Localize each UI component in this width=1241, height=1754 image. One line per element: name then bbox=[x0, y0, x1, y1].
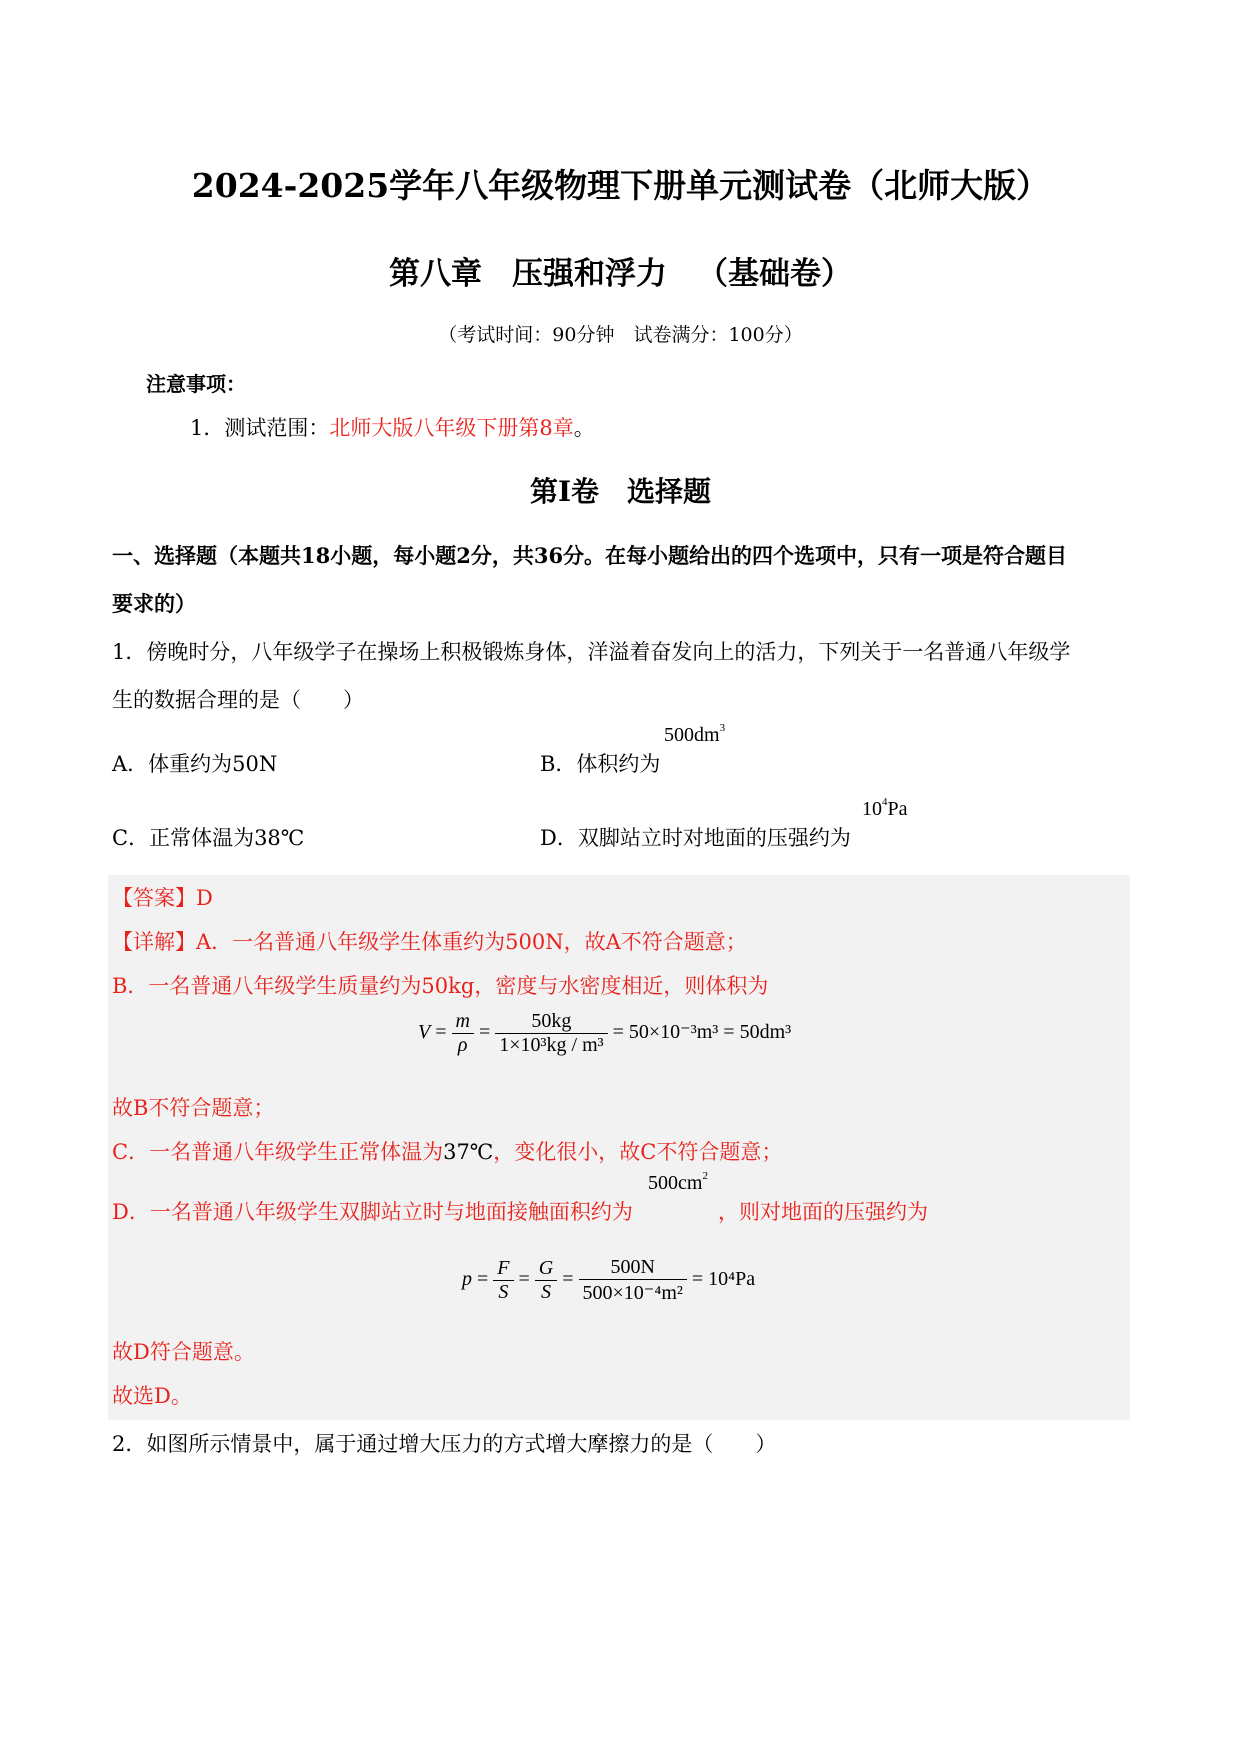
formula-pressure-frac1: $\frac{F}{S}$ bbox=[493, 1257, 513, 1304]
chapter-name: 压强和浮力 bbox=[512, 256, 667, 292]
answer-detail-d-tail: ，则对地面的压强约为 bbox=[718, 1200, 928, 1224]
formula-pressure-frac2: $\frac{G}{S}$ bbox=[535, 1257, 557, 1304]
notice-item-1-scope: 北师大版八年级下册第8章 bbox=[329, 416, 574, 440]
answer-detail-d-end: 故D符合题意。 bbox=[112, 1340, 255, 1364]
formula-volume-frac2: $\frac{50kg}{\text{1×10³kg / m³}}$ bbox=[495, 1010, 607, 1057]
part-title: 第Ⅰ卷 选择题 bbox=[529, 475, 712, 508]
notice-heading: 注意事项： bbox=[146, 372, 246, 396]
question-2-line1: 2．如图所示情景中，属于通过增大压力的方式增大摩擦力的是（ ） bbox=[112, 1432, 777, 1456]
question-1-option-b-value: $500dm^3$ bbox=[664, 722, 726, 746]
question-1-line1: 1．傍晚时分，八年级学子在操场上积极锻炼身体，洋溢着奋发向上的活力，下列关于一名普通八年级学 bbox=[112, 640, 1071, 664]
notice-item-1-prefix: 1．测试范围： bbox=[190, 416, 330, 440]
formula-pressure-frac3: $\frac{500N}{\text{500×10⁻⁴m²}}$ bbox=[579, 1256, 687, 1305]
answer-detail-b-end: 故B不符合题意； bbox=[112, 1096, 275, 1120]
answer-detail-d: D．一名普通八年级学生双脚站立时与地面接触面积约为 bbox=[112, 1200, 633, 1224]
exam-info: （考试时间：90分钟 试卷满分：100分） bbox=[438, 324, 803, 346]
document-title: 2024-2025学年八年级物理下册单元测试卷（北师大版） bbox=[191, 166, 1050, 205]
question-1-option-d-value: $10^4Pa$ bbox=[862, 796, 908, 820]
formula-volume-frac1: $\frac{m}{\rho}$ bbox=[452, 1010, 474, 1057]
formula-volume: V = $\frac{m}{\rho}$ = $\frac{50kg}{\text{1×10³kg / m³}}$ = 50×10⁻³m³ = 50dm³ bbox=[418, 1010, 792, 1056]
formula-pressure: p = $\frac{F}{S}$ = $\frac{G}{S}$ = $\frac{500N}{\text{500×10⁻⁴m²}}$ = 10⁴Pa bbox=[462, 1256, 756, 1304]
notice-item-1-suffix: 。 bbox=[573, 416, 595, 440]
notice-item-1 bbox=[190, 412, 595, 442]
chapter-number: 第八章 bbox=[389, 256, 482, 292]
answer-detail-a: 【详解】A．一名普通八年级学生体重约为500N，故A不符合题意； bbox=[112, 930, 747, 954]
question-1-option-c: C．正常体温为38℃ bbox=[112, 826, 305, 850]
section-instructions-line1: 一、选择题（本题共18小题，每小题2分，共36分。在每小题给出的四个选项中，只有一项是符合题目 bbox=[112, 543, 1068, 568]
answer-detail-c: C．一名普通八年级学生正常体温为37℃，变化很小，故C不符合题意； bbox=[112, 1140, 783, 1164]
question-1-option-a: A．体重约为50N bbox=[112, 752, 278, 776]
question-1-line2: 生的数据合理的是（ ） bbox=[112, 688, 364, 712]
chapter-level: （基础卷） bbox=[697, 256, 852, 292]
answer-conclusion: 故选D。 bbox=[112, 1384, 192, 1408]
section-instructions-line2: 要求的） bbox=[112, 591, 196, 616]
question-1-option-d: D．双脚站立时对地面的压强约为 bbox=[540, 826, 851, 850]
answer-detail-b: B．一名普通八年级学生质量约为50kg，密度与水密度相近，则体积为 bbox=[112, 974, 769, 998]
answer-label: 【答案】D bbox=[112, 886, 213, 910]
chapter-title bbox=[0, 248, 1241, 293]
question-1-option-b: B．体积约为 bbox=[540, 752, 661, 776]
answer-detail-d-area: $500cm^2$ bbox=[648, 1170, 708, 1194]
